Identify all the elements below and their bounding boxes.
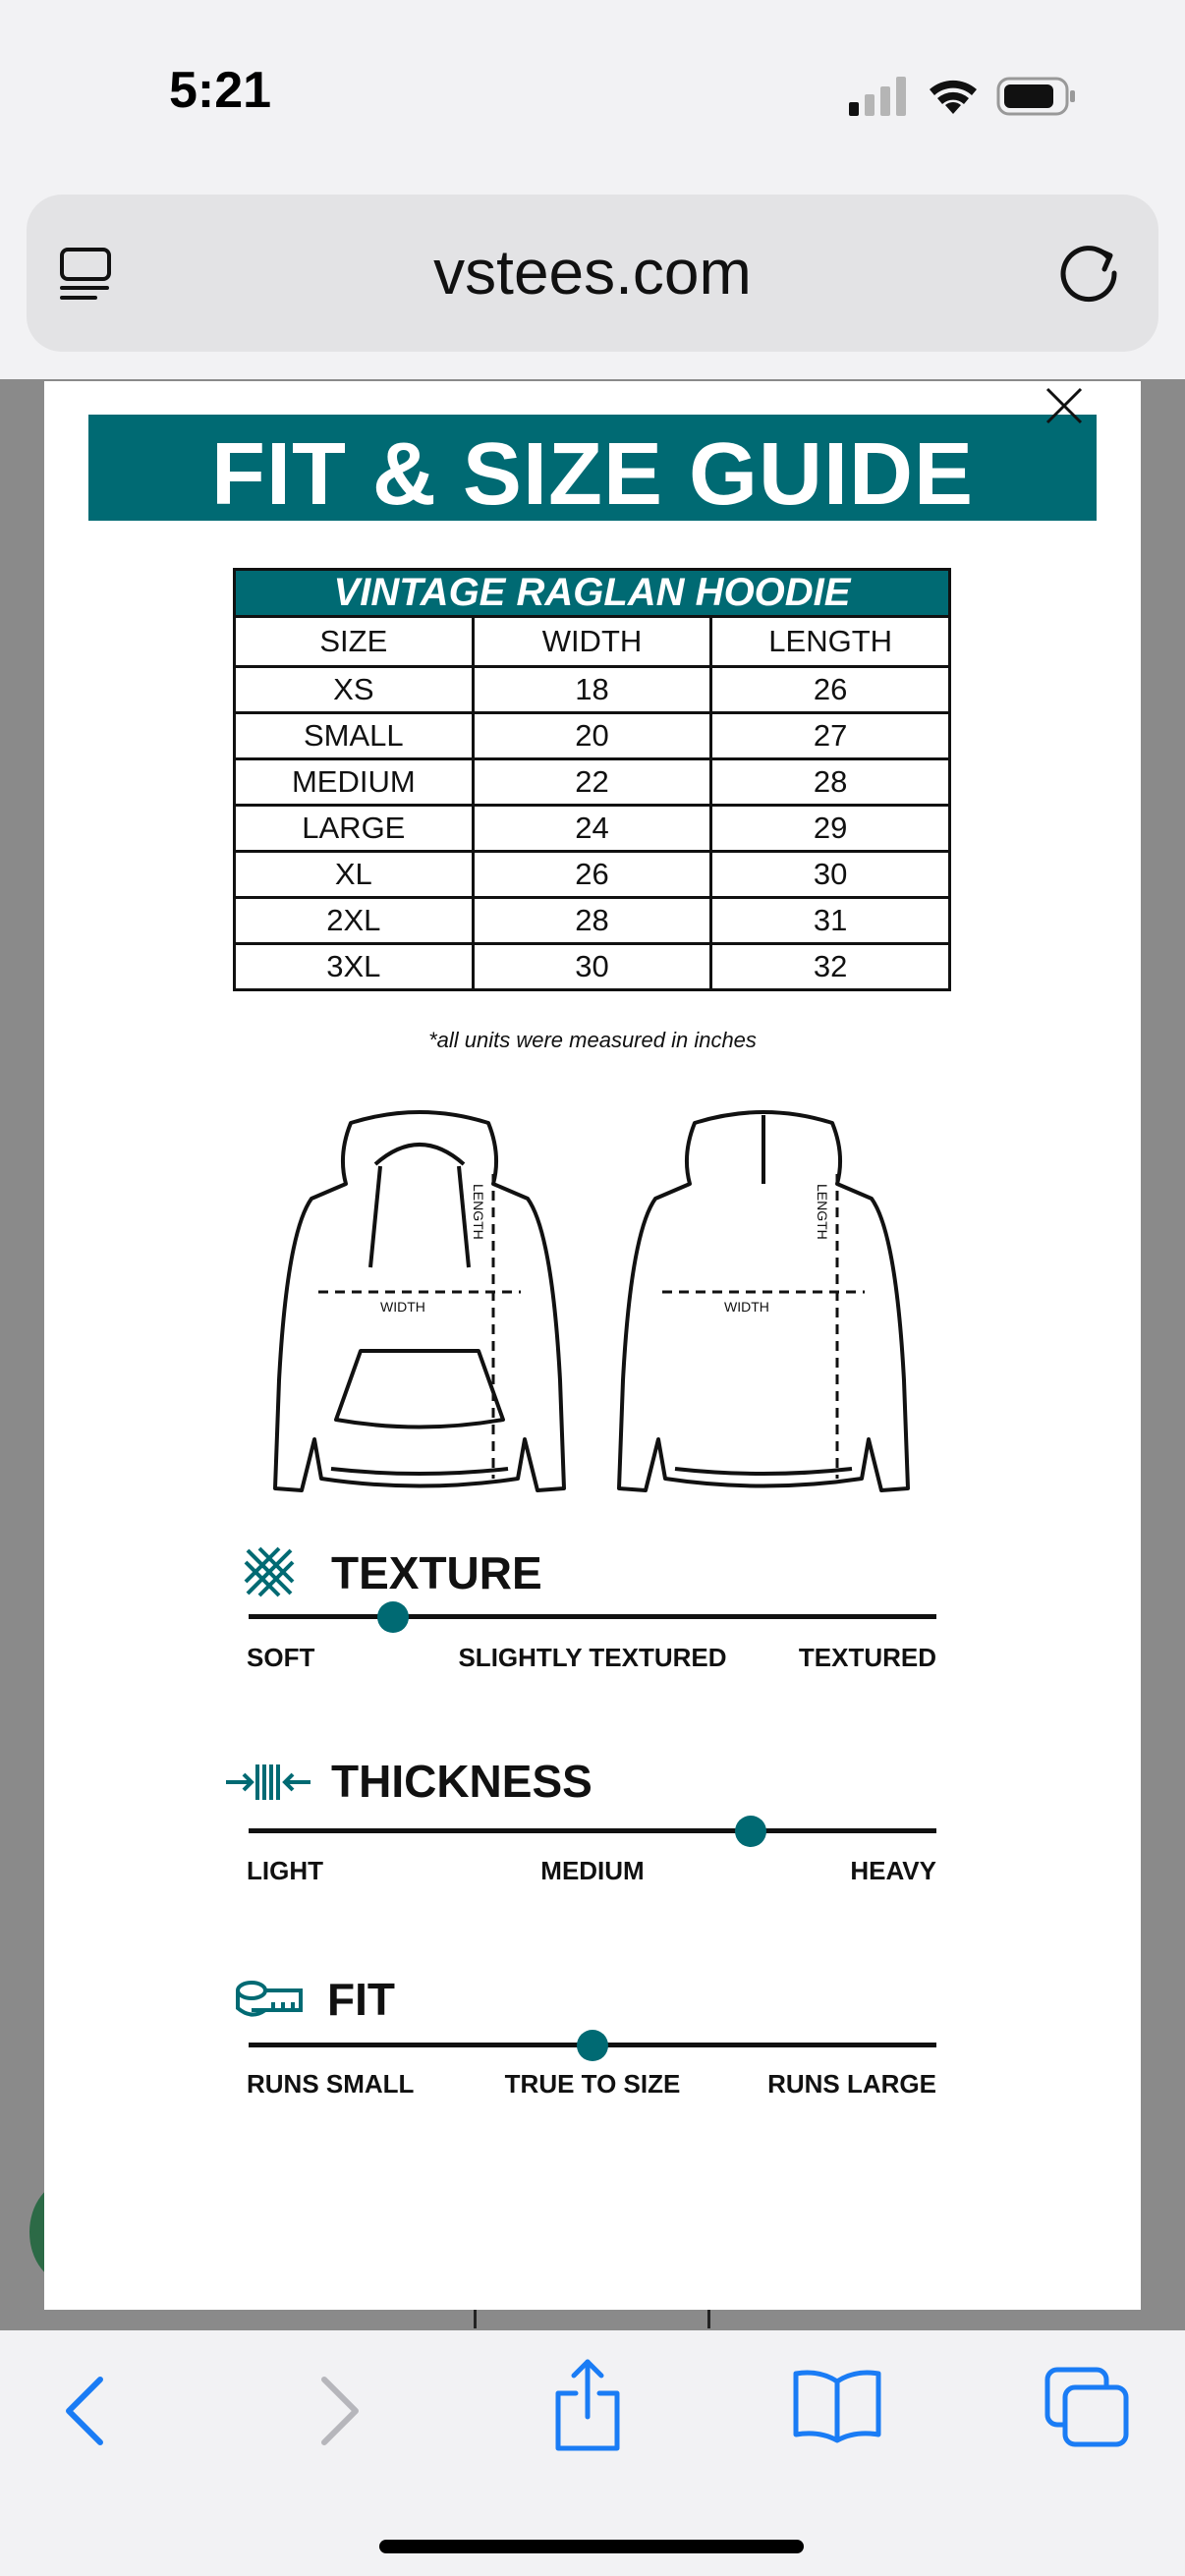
table-row — [235, 667, 950, 713]
bookmarks-icon[interactable] — [790, 2366, 884, 2444]
fit-title: FIT — [327, 1974, 395, 2025]
wifi-icon — [930, 81, 977, 114]
guide-title: FIT & SIZE GUIDE — [210, 425, 975, 524]
cell-length: 30 — [711, 852, 950, 898]
thickness-track — [249, 1828, 936, 1833]
status-icons — [845, 69, 1081, 124]
cell-width: 24 — [473, 806, 711, 852]
cell-width: 18 — [473, 667, 711, 713]
cell-size: 2XL — [235, 898, 474, 944]
cell-size: MEDIUM — [235, 759, 474, 806]
texture-label-high: TEXTURED — [798, 1643, 936, 1672]
fit-label-mid: TRUE TO SIZE — [504, 2069, 681, 2099]
close-button[interactable] — [1040, 381, 1089, 430]
guide-banner — [88, 415, 1097, 524]
header-width: WIDTH — [473, 617, 711, 667]
size-table — [233, 568, 951, 991]
status-time: 5:21 — [169, 62, 272, 119]
table-row — [235, 852, 950, 898]
cell-width: 26 — [473, 852, 711, 898]
cell-length: 27 — [711, 713, 950, 759]
back-icon[interactable] — [57, 2372, 112, 2450]
fit-thumb — [577, 2030, 608, 2061]
table-row — [235, 759, 950, 806]
texture-thumb — [377, 1601, 409, 1633]
cell-length: 31 — [711, 898, 950, 944]
cell-length: 28 — [711, 759, 950, 806]
cell-size: LARGE — [235, 806, 474, 852]
units-note: *all units were measured in inches — [428, 1028, 757, 1052]
width-label: WIDTH — [380, 1299, 425, 1315]
cell-size: 3XL — [235, 944, 474, 990]
hoodie-front-diagram — [257, 1105, 582, 1498]
cell-width: 20 — [473, 713, 711, 759]
home-indicator[interactable] — [379, 2540, 804, 2553]
table-caption: VINTAGE RAGLAN HOODIE — [235, 570, 950, 617]
header-size: SIZE — [235, 617, 474, 667]
texture-icon — [242, 1544, 301, 1599]
table-row — [235, 806, 950, 852]
cellular-signal-icon — [849, 77, 906, 116]
address-bar[interactable] — [27, 195, 1158, 352]
reload-icon[interactable] — [1053, 234, 1128, 308]
thickness-label-mid: MEDIUM — [540, 1856, 645, 1885]
thickness-label-low: LIGHT — [247, 1856, 323, 1885]
header-length: LENGTH — [711, 617, 950, 667]
url-text[interactable]: vstees.com — [433, 237, 752, 308]
thickness-thumb — [735, 1816, 766, 1847]
cell-width: 28 — [473, 898, 711, 944]
battery-icon — [998, 79, 1075, 114]
texture-track — [249, 1614, 936, 1619]
tabs-icon[interactable] — [1042, 2364, 1132, 2450]
table-row — [235, 713, 950, 759]
table-row — [235, 944, 950, 990]
tape-measure-icon — [234, 1977, 305, 2020]
texture-label-mid: SLIGHTLY TEXTURED — [458, 1643, 727, 1672]
texture-label-low: SOFT — [247, 1643, 315, 1672]
cell-length: 29 — [711, 806, 950, 852]
thickness-label-high: HEAVY — [850, 1856, 936, 1885]
cell-size: SMALL — [235, 713, 474, 759]
cell-length: 26 — [711, 667, 950, 713]
width-label: WIDTH — [724, 1299, 769, 1315]
cell-width: 22 — [473, 759, 711, 806]
table-header-row — [235, 617, 950, 667]
hoodie-back-diagram — [601, 1105, 926, 1498]
table-row — [235, 898, 950, 944]
thickness-icon — [224, 1761, 312, 1804]
length-label: LENGTH — [471, 1184, 486, 1240]
cell-size: XL — [235, 852, 474, 898]
fit-label-high: RUNS LARGE — [767, 2069, 936, 2099]
cell-width: 30 — [473, 944, 711, 990]
length-label: LENGTH — [815, 1184, 830, 1240]
cell-length: 32 — [711, 944, 950, 990]
fit-label-low: RUNS SMALL — [247, 2069, 415, 2099]
share-icon[interactable] — [548, 2356, 627, 2454]
cell-size: XS — [235, 667, 474, 713]
forward-icon[interactable] — [312, 2372, 367, 2450]
texture-title: TEXTURE — [331, 1547, 542, 1598]
thickness-title: THICKNESS — [331, 1756, 592, 1807]
